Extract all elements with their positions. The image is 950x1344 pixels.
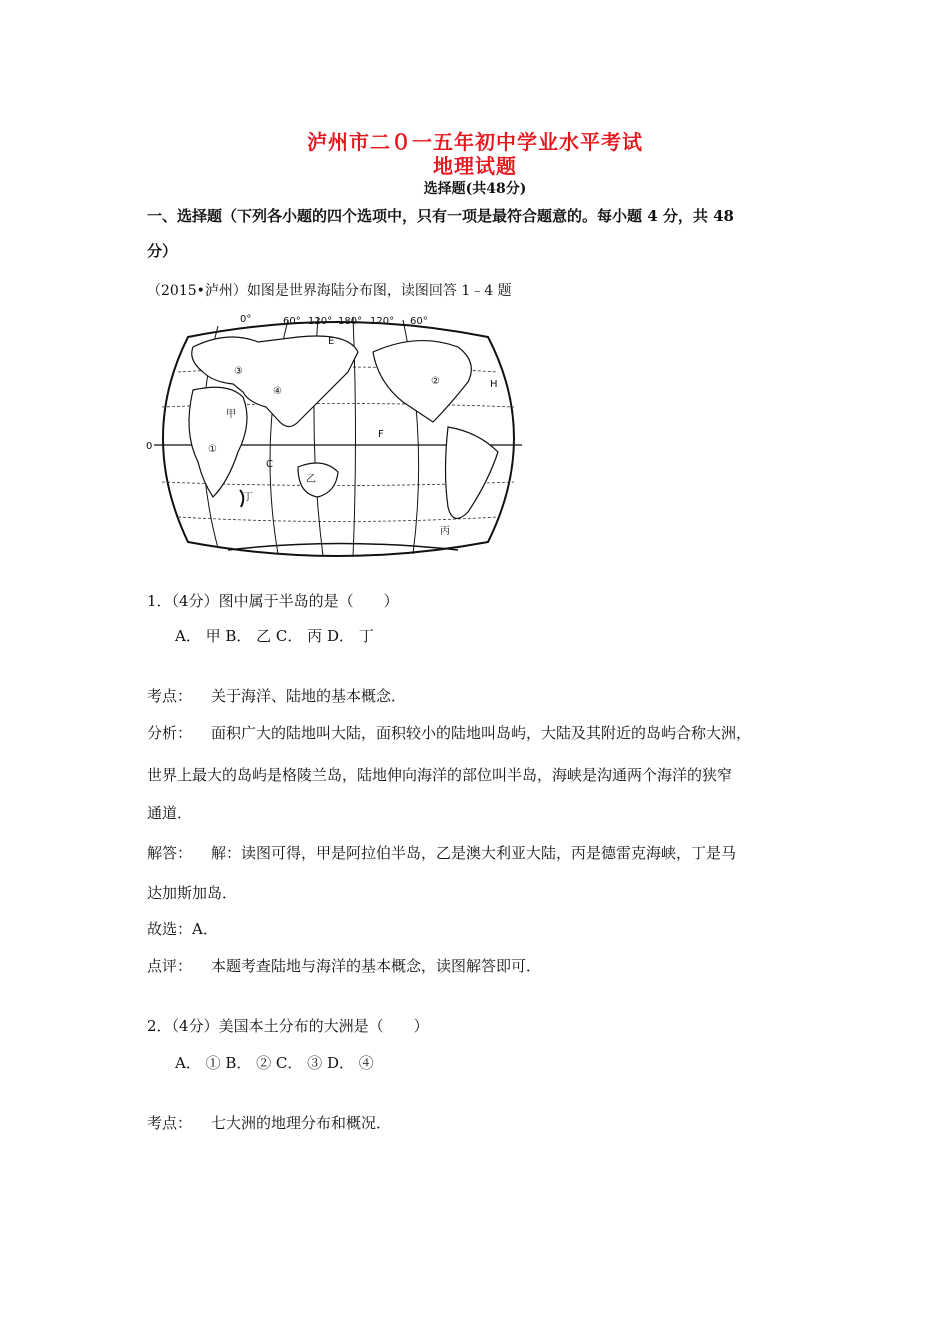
fenxi-text-1: 面积广大的陆地叫大陆，面积较小的陆地叫岛屿，大陆及其附近的岛屿合称大洲， — [211, 724, 752, 742]
instructions-line-1: 一、选择题（下列各小题的四个选项中，只有一项是最符合题意的。每小题 4 分，共 48 — [147, 207, 734, 225]
q2-kaodian — [147, 1112, 391, 1133]
fenxi-label: 分析： — [147, 724, 193, 742]
map-label-deg: 60° — [283, 316, 301, 327]
map-mark-ding: 丁 — [243, 492, 253, 503]
map-label-deg: 180° — [338, 316, 363, 327]
q1-jieda — [147, 842, 736, 863]
question-context: （2015•泸州）如图是世界海陆分布图，读图回答 1﹣4 题 — [147, 283, 512, 299]
jieda-label: 解答： — [147, 844, 193, 862]
map-letter-c: C — [266, 459, 273, 470]
kaodian-label: 考点： — [147, 687, 193, 705]
q1-stem: 1．（4分）图中属于半岛的是（ ） — [147, 592, 399, 610]
jieda-text-1: 读图可得，甲是阿拉伯半岛，乙是澳大利亚大陆，丙是德雷克海峡，丁是马 — [241, 844, 737, 862]
map-mark-jia: 甲 — [226, 409, 236, 420]
map-mark-bing: 丙 — [440, 526, 450, 537]
kaodian-text: 七大洲的地理分布和概况． — [211, 1114, 392, 1132]
map-label-deg: 120° — [308, 316, 333, 327]
map-label-equator: 0 — [146, 441, 153, 452]
map-label-deg: 60° — [410, 316, 428, 327]
q2-stem: 2．（4分）美国本土分布的大洲是（ ） — [147, 1017, 429, 1035]
map-mark-yi: 乙 — [306, 474, 316, 485]
q1-kaodian — [147, 685, 406, 706]
jieda-prefix: 解： — [211, 844, 242, 862]
fenxi-text-2: 世界上最大的岛屿是格陵兰岛，陆地伸向海洋的部位叫半岛，海峡是沟通两个海洋的狭窄 — [147, 766, 733, 784]
q1-fenxi — [147, 722, 751, 743]
fenxi-text-3: 通道． — [147, 804, 193, 822]
jieda-text-2: 达加斯加岛． — [147, 884, 238, 902]
map-mark-1: ① — [208, 444, 217, 455]
antarctica-shape — [228, 544, 458, 551]
map-mark-4: ④ — [273, 386, 282, 397]
q1-options: A． 甲 B． 乙 C． 丙 D． 丁 — [175, 627, 374, 645]
q1-guxuan: 故选：A． — [147, 920, 218, 938]
dianping-text: 本题考查陆地与海洋的基本概念，读图解答即可． — [211, 957, 542, 975]
q1-dianping — [147, 955, 541, 976]
map-letter-e: E — [328, 336, 335, 347]
map-label-deg: 120° — [370, 316, 395, 327]
australia-shape — [298, 463, 338, 497]
kaodian-label: 考点： — [147, 1114, 193, 1132]
exam-subject-title: 地理试题 — [433, 154, 517, 178]
kaodian-text: 关于海洋、陆地的基本概念． — [211, 687, 407, 705]
latitude-line — [178, 517, 498, 522]
africa-shape — [189, 387, 247, 497]
north-america-shape — [373, 341, 471, 422]
section-title: 选择题(共48分) — [423, 181, 527, 197]
instructions-line-2: 分） — [147, 242, 178, 260]
map-letter-h: H — [490, 379, 498, 390]
map-mark-2: ② — [431, 376, 440, 387]
exam-title: 泸州市二０一五年初中学业水平考试 — [307, 130, 643, 154]
q2-options: A． ① B． ② C． ③ D． ④ — [175, 1054, 374, 1072]
map-letter-f: F — [378, 429, 384, 440]
dianping-label: 点评： — [147, 957, 193, 975]
world-map-figure — [148, 312, 528, 562]
map-mark-3: ③ — [234, 366, 243, 377]
map-label-deg: 0° — [240, 314, 252, 325]
south-america-shape — [446, 427, 499, 518]
